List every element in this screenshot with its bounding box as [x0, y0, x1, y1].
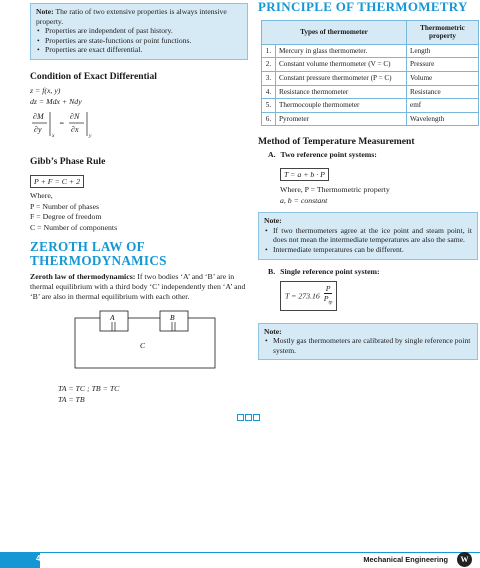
- thermometric-property: Volume: [407, 71, 479, 85]
- definition-c: C = Number of components: [30, 222, 118, 232]
- section-end-marks: [237, 408, 261, 426]
- right-column: [258, 0, 478, 360]
- thermometer-table: [261, 20, 479, 127]
- method-a-label: A.: [268, 150, 276, 160]
- svg-text:=: =: [59, 118, 65, 128]
- row-number: 4.: [262, 85, 276, 99]
- method-b-title: Single reference point system:: [280, 266, 380, 276]
- row-number: 2.: [262, 58, 276, 72]
- row-number: 6.: [262, 112, 276, 126]
- zeroth-equation-2: TA = TB: [58, 395, 85, 405]
- method-a-title: Two reference point systems:: [280, 150, 377, 160]
- method-b-label: B.: [268, 266, 276, 276]
- publisher-logo-icon: W: [457, 552, 472, 567]
- principle-title: PRINCIPLE OF THERMOMETRY: [258, 0, 468, 14]
- list-item: • Properties are independent of past history.: [36, 26, 242, 36]
- list-item: • If two thermometers agree at the ice point and steam point, it does not mean the intermediate temperatures are also the same.: [264, 226, 472, 245]
- method-a-formula: T = a + b · P: [280, 168, 329, 181]
- table-row: [262, 58, 479, 72]
- header-type: Types of thermometer: [262, 20, 407, 44]
- note-label: Note:: [264, 216, 282, 226]
- list-item: • Properties are state-functions or point functions.: [36, 36, 242, 46]
- partial-derivative-condition: [30, 109, 120, 141]
- note-box-gas-thermometers: [258, 323, 478, 361]
- list-item: • Mostly gas thermometers are calibrated by single reference point system.: [264, 336, 472, 355]
- note-bullets: [36, 26, 242, 55]
- table-row: [262, 99, 479, 113]
- svg-text:y: y: [89, 132, 92, 139]
- thermometric-property: Pressure: [407, 58, 479, 72]
- definition-f: F = Degree of freedom: [30, 212, 102, 222]
- thermometer-type: Thermocouple thermometer: [276, 99, 407, 113]
- note-label: Note:: [36, 7, 54, 16]
- note-box-intermediate: [258, 212, 478, 259]
- svg-text:∂M: ∂M: [33, 111, 44, 121]
- footer-accent-block: [0, 552, 40, 568]
- thermometer-type: Mercury in glass thermometer.: [276, 44, 407, 58]
- zeroth-law-title-line2: THERMODYNAMICS: [30, 252, 167, 268]
- thermometric-property: emf: [407, 99, 479, 113]
- method-a-where: Where, P = Thermometric property: [280, 184, 390, 194]
- thermometer-type: Constant volume thermometer (V = C): [276, 58, 407, 72]
- method-a-constant: a, b = constant: [280, 195, 328, 205]
- zeroth-law-title-line1: ZEROTH LAW OF: [30, 239, 146, 255]
- row-number: 3.: [262, 71, 276, 85]
- diagram-label-c: C: [140, 341, 146, 351]
- table-row: [262, 44, 479, 58]
- left-column: [30, 0, 248, 405]
- thermometric-property: Resistance: [407, 85, 479, 99]
- equation-z: z = f(x, y): [30, 85, 61, 95]
- diagram-label-a: A: [110, 313, 115, 323]
- note-text: The ratio of two extensive properties is always intensive property.: [36, 7, 227, 26]
- row-number: 5.: [262, 99, 276, 113]
- where-label: Where,: [30, 190, 53, 200]
- table-row: [262, 112, 479, 126]
- gibbs-formula: P + F = C + 2: [30, 175, 84, 188]
- thermometer-type: Constant pressure thermometer (P = C): [276, 71, 407, 85]
- list-item: • Properties are exact differential.: [36, 45, 242, 55]
- note-box-properties: [30, 3, 248, 60]
- zeroth-law-diagram: [30, 310, 248, 372]
- definition-p: P = Number of phases: [30, 201, 100, 211]
- svg-text:x: x: [52, 132, 55, 139]
- zeroth-law-paragraph: [30, 272, 248, 303]
- table-row: [262, 85, 479, 99]
- thermometric-property: Wavelength: [407, 112, 479, 126]
- thermometer-table-body: [262, 44, 479, 126]
- list-item: • Intermediate temperatures can be different.: [264, 245, 472, 255]
- thermometer-type: Pyrometer: [276, 112, 407, 126]
- svg-text:∂N: ∂N: [70, 111, 80, 121]
- table-row: [262, 71, 479, 85]
- zeroth-law-text: If two bodies ‘A’ and ‘B’ are in thermal equilibrium with a third body ‘C’ independently then ‘A’ and ‘B’ are also in thermal equilibrium with each other.: [30, 271, 246, 301]
- thermometer-type: Resistance thermometer: [276, 85, 407, 99]
- page-number: 4: [36, 554, 41, 563]
- header-property: Thermometric property: [407, 20, 479, 44]
- row-number: 1.: [262, 44, 276, 58]
- table-header-row: [262, 20, 479, 44]
- heading-exact-differential: Condition of Exact Differential: [30, 70, 157, 82]
- diagram-label-b: B: [170, 313, 175, 323]
- thermometric-property: Length: [407, 44, 479, 58]
- heading-method: Method of Temperature Measurement: [258, 136, 415, 148]
- zeroth-law-label: Zeroth law of thermodynamics:: [30, 271, 136, 281]
- heading-gibbs-phase-rule: Gibb’s Phase Rule: [30, 155, 106, 167]
- svg-text:∂y: ∂y: [34, 124, 42, 134]
- footer-book-title: Mechanical Engineering: [363, 555, 448, 564]
- equation-dz: dz = Mdx + Ndy: [30, 96, 82, 106]
- method-b-formula: T = 273.16 P $P_{tp}$: [280, 281, 337, 311]
- svg-text:∂x: ∂x: [71, 124, 79, 134]
- zeroth-equation-1: TA = TC ; TB = TC: [58, 384, 120, 394]
- note-label: Note:: [264, 326, 282, 336]
